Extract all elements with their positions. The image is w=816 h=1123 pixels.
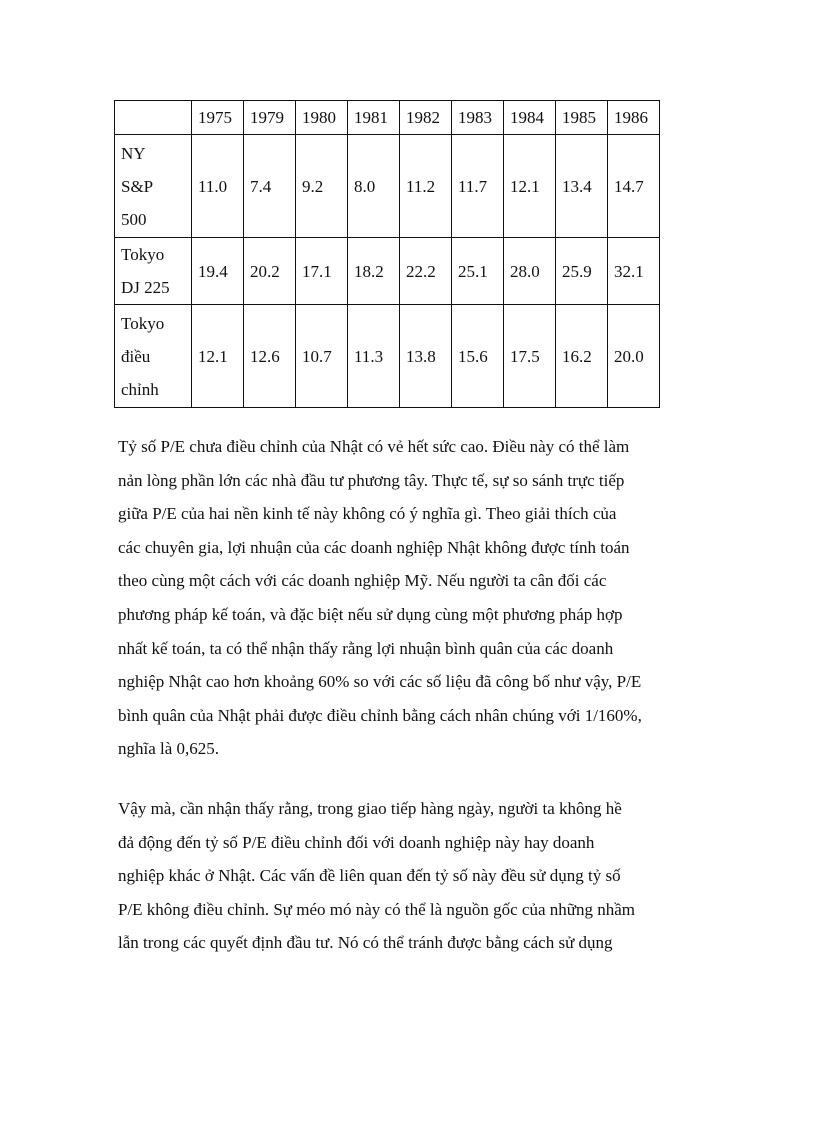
text-line: nghiệp Nhật cao hơn khoảng 60% so với các số liệu đã công bố như vậy, P/E <box>118 672 642 692</box>
table-header-row <box>115 101 660 135</box>
year-header-cell: 1975 <box>192 101 244 135</box>
value-cell: 14.7 <box>608 135 660 238</box>
value-cell: 11.7 <box>452 135 504 238</box>
year-header-cell: 1983 <box>452 101 504 135</box>
text-line: nghiệp khác ở Nhật. Các vấn đề liên quan đến tỷ số này đều sử dụng tỷ số <box>118 866 621 886</box>
row-label-line: 500 <box>121 209 147 229</box>
table-row <box>115 305 660 408</box>
row-label-line: DJ 225 <box>121 278 170 297</box>
text-line: Vậy mà, cần nhận thấy rằng, trong giao tiếp hàng ngày, người ta không hề <box>118 799 622 818</box>
text-line: đả động đến tỷ số P/E điều chỉnh đối với doanh nghiệp này hay doanh <box>118 832 595 852</box>
value-cell: 11.2 <box>400 135 452 238</box>
text-line: theo cùng một cách với các doanh nghiệp Mỹ. Nếu người ta cân đối các <box>118 571 607 591</box>
value-cell: 17.1 <box>296 238 348 305</box>
year-header-cell: 1980 <box>296 101 348 135</box>
value-cell: 19.4 <box>192 238 244 305</box>
value-cell: 15.6 <box>452 305 504 408</box>
year-header-cell: 1986 <box>608 101 660 135</box>
table-row <box>115 238 660 305</box>
text-line: bình quân của Nhật phải được điều chỉnh bằng cách nhân chúng với 1/160%, <box>118 705 642 725</box>
row-label-line: Tokyo <box>121 313 165 333</box>
value-cell: 20.2 <box>244 238 296 305</box>
value-cell: 12.1 <box>504 135 556 238</box>
value-cell: 13.8 <box>400 305 452 408</box>
value-cell: 11.0 <box>192 135 244 238</box>
row-label-cell <box>115 238 192 305</box>
value-cell: 25.9 <box>556 238 608 305</box>
row-label-line: điều <box>121 346 151 366</box>
paragraph-2 <box>118 792 718 960</box>
value-cell: 12.1 <box>192 305 244 408</box>
value-cell: 32.1 <box>608 238 660 305</box>
value-cell: 7.4 <box>244 135 296 238</box>
value-cell: 20.0 <box>608 305 660 408</box>
value-cell: 25.1 <box>452 238 504 305</box>
text-line: P/E không điều chỉnh. Sự méo mó này có thể là nguồn gốc của những nhầm <box>118 899 636 919</box>
pe-ratio-table <box>114 100 660 408</box>
year-header-cell: 1979 <box>244 101 296 135</box>
value-cell: 11.3 <box>348 305 400 408</box>
row-label-line: NY <box>121 143 146 163</box>
text-line: Tỷ số P/E chưa điều chỉnh của Nhật có vẻ hết sức cao. Điều này có thể làm <box>118 437 630 456</box>
row-label-line: chỉnh <box>121 379 159 399</box>
year-header-cell: 1982 <box>400 101 452 135</box>
table-row <box>115 135 660 238</box>
year-header-cell: 1985 <box>556 101 608 135</box>
value-cell: 16.2 <box>556 305 608 408</box>
text-line: nghĩa là 0,625. <box>118 739 220 759</box>
value-cell: 22.2 <box>400 238 452 305</box>
text-line: các chuyên gia, lợi nhuận của các doanh nghiệp Nhật không được tính toán <box>118 537 630 557</box>
year-header-cell: 1984 <box>504 101 556 135</box>
text-line: nản lòng phần lớn các nhà đầu tư phương tây. Thực tế, sự so sánh trực tiếp <box>118 470 625 490</box>
value-cell: 10.7 <box>296 305 348 408</box>
value-cell: 17.5 <box>504 305 556 408</box>
text-line: nhất kế toán, ta có thể nhận thấy rằng lợi nhuận bình quân của các doanh <box>118 638 614 658</box>
value-cell: 8.0 <box>348 135 400 238</box>
row-label-line: Tokyo <box>121 245 165 264</box>
row-label-cell <box>115 135 192 238</box>
text-line: lẫn trong các quyết định đầu tư. Nó có thể tránh được bằng cách sử dụng <box>118 933 613 953</box>
row-label-cell <box>115 305 192 408</box>
row-label-line: S&P <box>121 176 154 196</box>
text-line: giữa P/E của hai nền kinh tế này không có ý nghĩa gì. Theo giải thích của <box>118 504 617 524</box>
text-line: phương pháp kế toán, và đặc biệt nếu sử dụng cùng một phương pháp hợp <box>118 604 623 624</box>
value-cell: 12.6 <box>244 305 296 408</box>
year-header-cell: 1981 <box>348 101 400 135</box>
paragraph-1 <box>118 430 718 766</box>
value-cell: 9.2 <box>296 135 348 238</box>
value-cell: 28.0 <box>504 238 556 305</box>
value-cell: 18.2 <box>348 238 400 305</box>
value-cell: 13.4 <box>556 135 608 238</box>
table-corner-cell <box>115 101 192 135</box>
